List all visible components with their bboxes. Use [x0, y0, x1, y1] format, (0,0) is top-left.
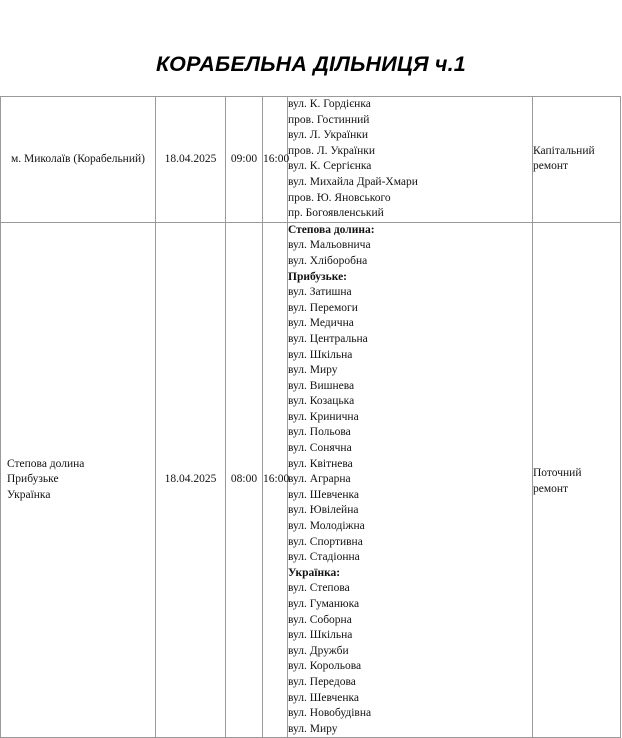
street-line: вул. Соборна: [288, 613, 352, 626]
table-body: [1, 97, 621, 738]
street-line: вул. Дружби: [288, 644, 349, 657]
work-type-line: Поточний: [533, 467, 582, 480]
locality-line: м. Миколаїв (Корабельний): [11, 152, 145, 165]
street-line: вул. Миру: [288, 364, 338, 377]
street-line: вул. Михайла Драй-Хмари: [288, 175, 418, 188]
locality-line: Степова долина: [7, 457, 85, 470]
street-line: вул. Затишна: [288, 286, 352, 299]
table-row: [1, 222, 621, 738]
street-line: вул. Спортивна: [288, 535, 363, 548]
time-from-cell: 08:00: [226, 222, 263, 738]
street-line: вул. Аграрна: [288, 473, 351, 486]
street-line: вул. Миру: [288, 722, 338, 735]
streets-cell: [288, 222, 533, 738]
street-line: вул. Ювілейна: [288, 504, 359, 517]
street-line: пров. Л. Українки: [288, 144, 376, 157]
street-line: вул. Польова: [288, 426, 351, 439]
street-line: вул. Гуманюка: [288, 598, 360, 610]
street-line: вул. Передова: [288, 675, 356, 688]
locality-cell: [1, 222, 156, 738]
work-type-cell: [533, 97, 621, 223]
street-line: вул. Молодіжна: [288, 520, 365, 533]
street-line: вул. К. Гордієнка: [288, 98, 371, 110]
locality-line: Прибузьке: [7, 473, 59, 486]
street-group-heading: Прибузьке:: [288, 270, 348, 283]
time-from-cell: 09:00: [226, 97, 263, 223]
time-to-cell: 16:00: [263, 222, 288, 738]
street-line: вул. Перемоги: [288, 301, 358, 314]
street-line: вул. Кринична: [288, 410, 359, 423]
street-line: вул. Стадіонна: [288, 551, 360, 564]
street-line: вул. Л. Українки: [288, 129, 368, 142]
date-cell: 18.04.2025: [156, 97, 226, 223]
power-outage-schedule-table: [0, 96, 621, 738]
street-line: вул. Шевченка: [288, 488, 360, 501]
street-line: вул. Шевченка: [288, 691, 360, 704]
street-line: вул. Медична: [288, 317, 354, 330]
page-title: КОРАБЕЛЬНА ДІЛЬНИЦЯ ч.1: [156, 52, 466, 76]
street-line: пр. Богоявленський: [288, 207, 384, 220]
work-type-line: Капітальний: [533, 144, 595, 157]
street-line: вул. Степова: [288, 582, 350, 595]
street-line: вул. Центральна: [288, 332, 368, 345]
street-line: вул. Корольова: [288, 660, 362, 673]
street-line: вул. Шкільна: [288, 348, 353, 361]
street-line: вул. Мальовнича: [288, 239, 371, 252]
street-group-heading: Степова долина:: [288, 223, 375, 236]
work-type-line: ремонт: [533, 483, 569, 496]
street-line: вул. Вишнева: [288, 379, 355, 392]
street-line: пров. Гостинний: [288, 113, 370, 126]
street-line: вул. Сонячна: [288, 442, 352, 455]
street-line: вул. Козацька: [288, 395, 355, 408]
locality-line: Українка: [7, 488, 51, 501]
streets-cell: [288, 97, 533, 223]
street-line: вул. Хліборобна: [288, 254, 368, 267]
work-type-cell: [533, 222, 621, 738]
street-line: вул. К. Сергієнка: [288, 160, 372, 173]
street-line: вул. Квітнева: [288, 457, 353, 470]
date-cell: 18.04.2025: [156, 222, 226, 738]
street-group-heading: Українка:: [288, 566, 341, 579]
work-type-line: ремонт: [533, 160, 569, 173]
table-row: [1, 97, 621, 223]
time-to-cell: 16:00: [263, 97, 288, 223]
street-line: вул. Шкільна: [288, 629, 353, 642]
street-line: пров. Ю. Яновського: [288, 191, 391, 204]
locality-cell: [1, 97, 156, 223]
street-line: вул. Новобудівна: [288, 707, 372, 720]
